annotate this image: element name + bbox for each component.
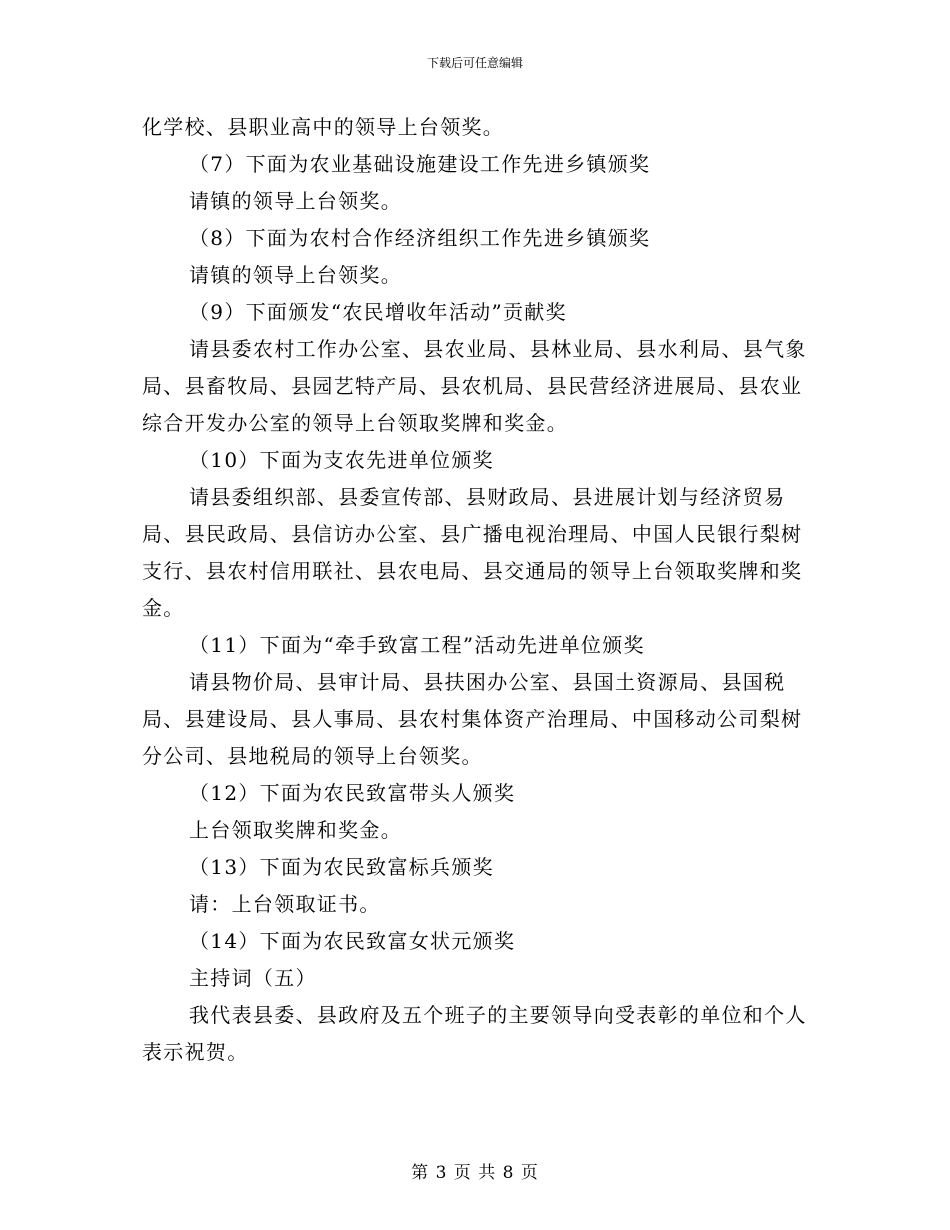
document-body (142, 109, 808, 1071)
paragraph: 我代表县委、县政府及五个班子的主要领导向受表彰的单位和个人表示祝贺。 (142, 1003, 807, 1064)
paragraph: 请镇的领导上台领奖。 (189, 189, 402, 213)
paragraph: 请县委组织部、县委宣传部、县财政局、县进展计划与经济贸易局、县民政局、县信访办公室、县广播电视治理局、中国人民银行梨树支行、县农村信用联社、县农电局、县交通局的领导上台领取奖牌和奖金。 (142, 485, 803, 620)
paragraph: 请县物价局、县审计局、县扶困办公室、县国土资源局、县国税局、县建设局、县人事局、县农村集体资产治理局、中国移动公司梨树分公司、县地税局的领导上台领奖。 (142, 670, 803, 768)
paragraph: 请县委农村工作办公室、县农业局、县林业局、县水利局、县气象局、县畜牧局、县园艺特产局、县农机局、县民营经济进展局、县农业综合开发办公室的领导上台领取奖牌和奖金。 (142, 337, 807, 435)
paragraph: 请：上台领取证书。 (189, 892, 381, 916)
paragraph: （10）下面为支农先进单位颁奖 (189, 448, 494, 472)
paragraph: （13）下面为农民致富标兵颁奖 (189, 855, 494, 879)
footer-middle: 页 共 (453, 1163, 497, 1183)
paragraph: 主持词（五） (189, 966, 317, 990)
paragraph: （8）下面为农村合作经济组织工作先进乡镇颁奖 (189, 226, 651, 250)
page-footer (0, 1158, 950, 1183)
footer-prefix: 第 (411, 1163, 430, 1183)
page-header-note: 下载后可任意编辑 (426, 56, 523, 70)
footer-page-number: 3 (435, 1163, 448, 1183)
footer-total-pages: 8 (502, 1163, 515, 1183)
paragraph: 请镇的领导上台领奖。 (189, 263, 402, 287)
paragraph: （9）下面颁发“农民增收年活动”贡献奖 (189, 300, 567, 324)
paragraph: 化学校、县职业高中的领导上台领奖。 (142, 115, 505, 139)
paragraph: （12）下面为农民致富带头人颁奖 (189, 781, 516, 805)
paragraph: （14）下面为农民致富女状元颁奖 (189, 929, 516, 953)
footer-suffix: 页 (520, 1163, 539, 1183)
paragraph: （11）下面为“牵手致富工程”活动先进单位颁奖 (189, 633, 645, 657)
paragraph: 上台领取奖牌和奖金。 (189, 818, 402, 842)
paragraph: （7）下面为农业基础设施建设工作先进乡镇颁奖 (189, 152, 651, 176)
